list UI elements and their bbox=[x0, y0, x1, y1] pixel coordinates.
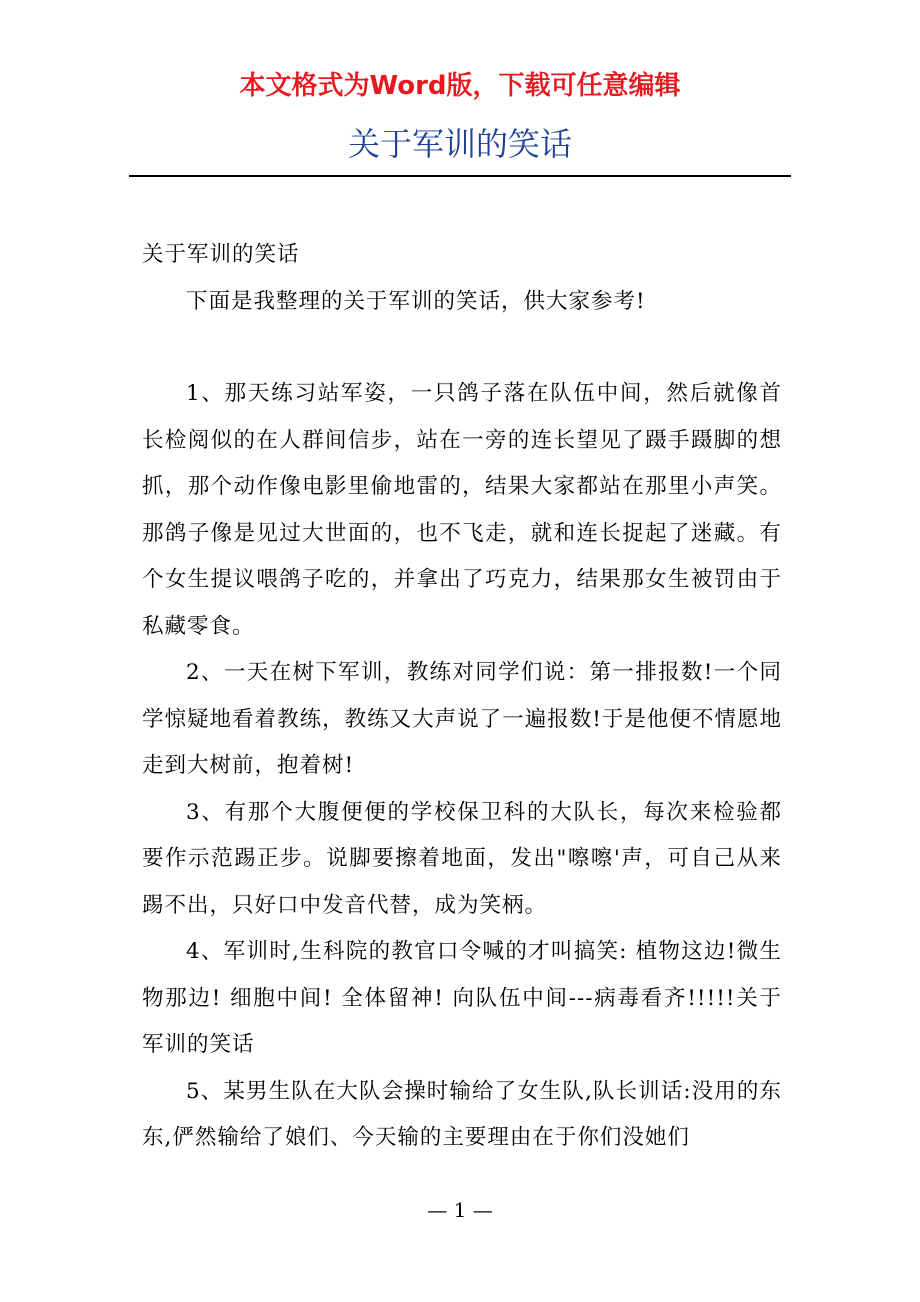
document-title: 关于军训的笑话 bbox=[347, 125, 572, 163]
document-body bbox=[142, 232, 782, 1162]
page-number: — 1 — bbox=[427, 1198, 493, 1222]
intro-paragraph: 下面是我整理的关于军训的笑话，供大家参考! bbox=[186, 288, 646, 314]
joke-paragraph-1: 1、那天练习站军姿，一只鸽子落在队伍中间，然后就像首长检阅似的在人群间信步，站在一旁的连长望见了蹑手蹑脚的想抓，那个动作像电影里偷地雷的，结果大家都站在那里小声笑。那鸽子像是见过大世面的，也不飞走，就和连长捉起了迷藏。有个女生提议喂鸽子吃的，并拿出了巧克力，结果那女生被罚由于私藏零食。 bbox=[142, 381, 782, 639]
format-notice-banner: 本文格式为Word版，下载可任意编辑 bbox=[239, 71, 681, 101]
title-divider bbox=[129, 175, 791, 177]
joke-paragraph-2: 2、一天在树下军训，教练对同学们说：第一排报数!一个同学惊疑地看着教练，教练又大声说了一遍报数!于是他便不情愿地走到大树前，抱着树! bbox=[142, 660, 782, 778]
blank-line bbox=[142, 325, 782, 371]
joke-paragraph-5: 5、某男生队在大队会操时输给了女生队,队长训话:没用的东东,俨然输给了娘们、今天输的主要理由在于你们没她们 bbox=[142, 1078, 782, 1150]
body-heading: 关于军训的笑话 bbox=[142, 242, 300, 267]
joke-paragraph-3: 3、有那个大腹便便的学校保卫科的大队长，每次来检验都要作示范踢正步。说脚要擦着地面，发出"嚓嚓'声，可自己从来踢不出，只好口中发音代替，成为笑柄。 bbox=[142, 799, 782, 918]
joke-paragraph-4: 4、军训时,生科院的教官口令喊的才叫搞笑: 植物这边!微生物那边! 细胞中间! 全体留神! 向队伍中间---病毒看齐!!!!!关于军训的笑话 bbox=[142, 939, 782, 1057]
